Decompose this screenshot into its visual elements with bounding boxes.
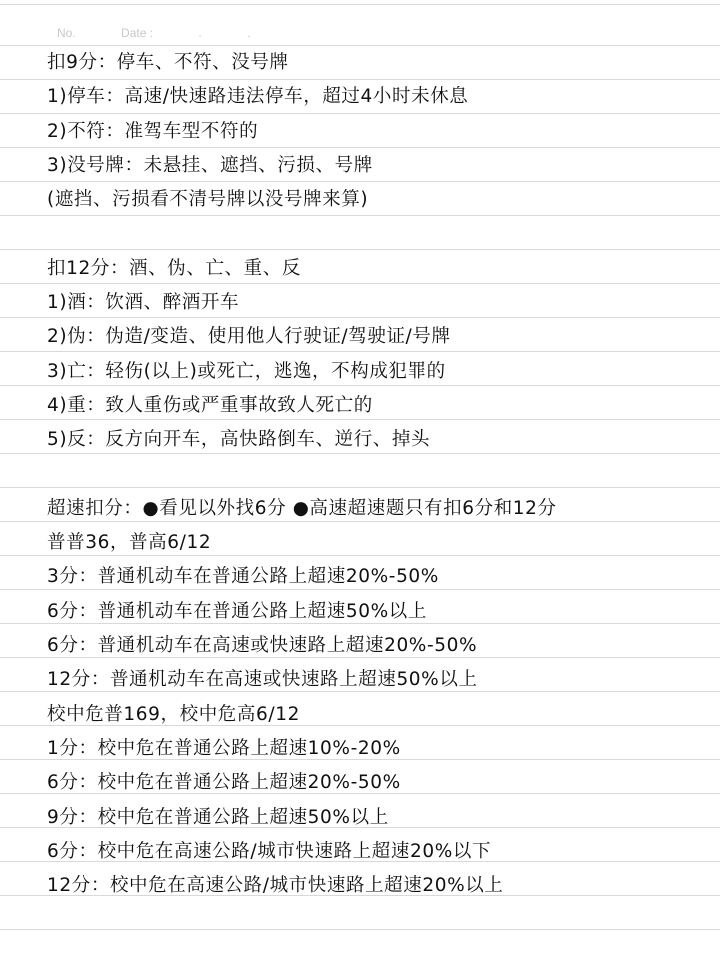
note-line: 6分：普通机动车在高速或快速路上超速20%-50% [47, 635, 478, 657]
note-line: 2)伪：伪造/变造、使用他人行驶证/驾驶证/号牌 [47, 326, 451, 348]
note-line: 3分：普通机动车在普通公路上超速20%-50% [47, 566, 439, 588]
blank-line [47, 458, 690, 492]
note-line: 9分：校中危在普通公路上超速50%以上 [47, 806, 389, 828]
date-separator: . [198, 26, 202, 40]
note-line: 6分：普通机动车在普通公路上超速50%以上 [47, 600, 427, 622]
blank-line [47, 217, 690, 251]
note-line: 扣9分：停车、不符、没号牌 [47, 52, 289, 73]
note-line: 1)酒：饮酒、醉酒开车 [47, 292, 240, 314]
note-line: 3)没号牌：未悬挂、遮挡、污损、号牌 [47, 154, 373, 176]
date-separator: . [247, 26, 251, 40]
note-line: 扣12分：酒、伪、亡、重、反 [47, 257, 301, 279]
note-line: 4)重：致人重伤或严重事故致人死亡的 [47, 394, 373, 416]
note-line: 12分：校中危在高速公路/城市快速路上超速20%以上 [47, 875, 504, 897]
note-line: 5)反：反方向开车，高快路倒车、逆行、掉头 [47, 429, 431, 451]
note-line: 1分：校中危在普通公路上超速10%-20% [47, 737, 401, 759]
note-line: 2)不符：准驾车型不符的 [47, 120, 259, 142]
note-line: 6分：校中危在高速公路/城市快速路上超速20%以下 [47, 840, 492, 862]
note-lines [47, 46, 690, 903]
note-line: (遮挡、污损看不清号牌以没号牌来算) [47, 189, 369, 211]
note-line: 超速扣分：●看见以外找6分 ●高速超速题只有扣6分和12分 [47, 497, 557, 519]
note-line: 3)亡：轻伤(以上)或死亡，逃逸，不构成犯罪的 [47, 360, 446, 382]
note-line: 普普36，普高6/12 [47, 532, 212, 554]
note-line: 校中危普169，校中危高6/12 [47, 703, 300, 725]
page-header [57, 26, 292, 40]
note-line: 12分：普通机动车在高速或快速路上超速50%以上 [47, 669, 478, 691]
date-label: Date : [121, 26, 154, 40]
no-label: No. [57, 26, 76, 40]
note-line: 6分：校中危在普通公路上超速20%-50% [47, 772, 401, 794]
note-line: 1)停车：高速/快速路违法停车，超过4小时未休息 [47, 86, 469, 108]
